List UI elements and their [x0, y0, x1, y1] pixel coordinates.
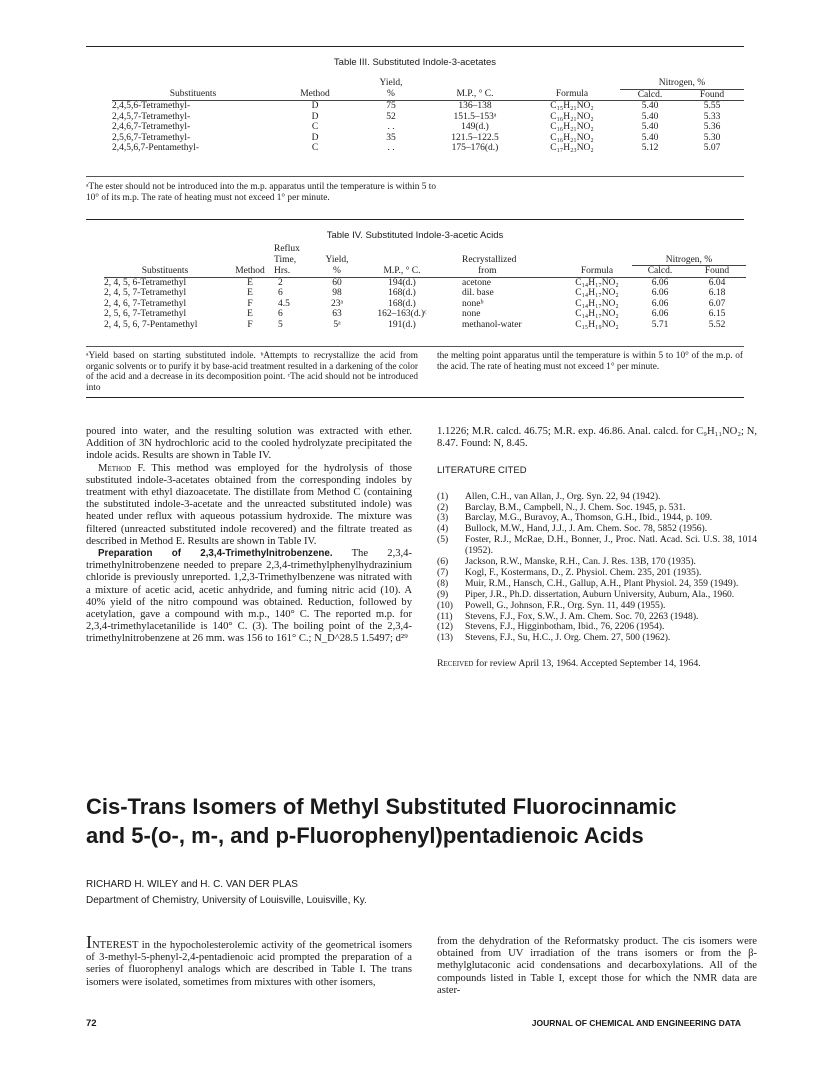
table-cell-method: F: [247, 319, 253, 330]
reference-list: [437, 492, 757, 645]
table-cell-sub: 2, 5, 6, 7-Tetramethyl: [104, 309, 187, 319]
table4-header-row3: [104, 266, 746, 278]
table4-header-time: Time,: [274, 254, 297, 265]
received-line: [437, 658, 757, 670]
table-cell-found: 6.04: [708, 277, 726, 288]
table-cell-from: acetone: [462, 277, 492, 288]
table-cell-found: 5.52: [708, 319, 726, 330]
reference-text: Barclay, M.G., Buravoy, A., Thomson, G.H., Ibid., 1944, p. 109.: [465, 512, 713, 524]
table4-header-yield-unit: %: [333, 265, 341, 276]
intro-left: [86, 932, 412, 989]
table-cell-sub: 2, 4, 5, 6-Tetramethyl: [104, 277, 187, 288]
table-cell-calcd: 6.06: [651, 309, 669, 319]
table3-header-row1: [112, 78, 744, 89]
reference-text: Jackson, R.W., Manske, R.H., Can. J. Res. 13B, 170 (1935).: [465, 556, 696, 568]
reference-text: Muir, R.M., Hansch, C.H., Gallup, A.H., Plant Physiol. 24, 359 (1949).: [465, 577, 739, 589]
table-cell-calcd: 6.06: [651, 298, 669, 309]
table4-header-nitrogen: Nitrogen, %: [632, 255, 746, 266]
reference-number: (10): [437, 599, 453, 611]
table-cell-found: 5.33: [703, 111, 721, 122]
table-row: [112, 122, 744, 133]
method-f-text: This method was employed for the hydrolysis of those substituted indole-3-acetates obtained from the corresponding indoles by treatment with ethyl diazoacetate. The distillate from Method C (containing the substituted indole-3-acetate and the unreacted substituted indole) was heated under reflux with aqueous potassium hydroxide. The mixture was filtered (unreacted substituted indole recovered) and the filtrate treated as described in Method E. Results are shown in Table IV.: [86, 462, 412, 547]
reference-number: (7): [437, 566, 449, 578]
reference-number: (8): [437, 577, 449, 589]
reference-number: (13): [437, 632, 453, 644]
table3-header-row2: [112, 89, 744, 101]
table-cell-mp: 149(d.): [461, 122, 489, 132]
table-row: [104, 309, 746, 320]
intro-dropcap: I: [86, 932, 92, 952]
table4-header-substituents: Substituents: [141, 265, 189, 276]
reference-number: (9): [437, 588, 449, 600]
table3-header-mp: M.P., ° C.: [456, 89, 494, 100]
table-cell-calcd: 5.40: [641, 122, 659, 132]
table-cell-formula: C₁₅H₂₁NO₂: [550, 101, 594, 111]
reference-number: (1): [437, 490, 449, 502]
table-cell-sub: 2,4,5,6-Tetramethyl-: [112, 101, 191, 111]
table-row: [112, 112, 744, 123]
reference-text: Bullock, M.W., Hand, J.J., J. Am. Chem. Soc. 78, 5852 (1956).: [465, 523, 708, 535]
table-cell-formula: C₁₅H₁₉NO₂: [575, 319, 619, 330]
reference-text: Powell, G., Johnson, F.R., Org. Syn. 11, 449 (1955).: [465, 599, 666, 611]
reference-number: (4): [437, 523, 449, 535]
table-cell-mp: 162–163(d.)ᶜ: [377, 309, 427, 319]
table-cell-sub: 2, 4, 5, 7-Tetramethyl: [104, 288, 187, 298]
reference-number: (12): [437, 621, 453, 633]
table-cell-calcd: 5.40: [641, 111, 659, 122]
page-number: 72: [86, 1018, 97, 1029]
intro-right: [437, 936, 757, 997]
reference-number: (5): [437, 534, 449, 546]
table-cell-found: 6.18: [708, 288, 726, 298]
table4-caption: Table IV. Substituted Indole-3-acetic Acids: [326, 230, 504, 241]
table3-bottom-rule: [86, 176, 744, 177]
table-cell-method: E: [247, 309, 253, 319]
reference-number: (3): [437, 512, 449, 524]
table3-header-calcd: Calcd.: [637, 89, 663, 100]
table-cell-yield: 35: [386, 132, 396, 143]
table-row: [104, 320, 746, 331]
table-cell-found: 5.55: [703, 101, 721, 111]
table-cell-found: 6.15: [708, 309, 726, 319]
reference-text: Barclay, B.M., Campbell, N., J. Chem. Soc. 1945, p. 531.: [465, 501, 686, 513]
table-cell-method: C: [311, 143, 319, 153]
table-cell-yield: 75: [386, 101, 396, 111]
reference-item: [437, 535, 757, 557]
table-cell-sub: 2,4,5,6,7-Pentamethyl-: [112, 143, 200, 153]
table-row: [112, 101, 744, 112]
table3-header-method: Method: [300, 89, 330, 100]
table3-header-yield: Yield,: [379, 78, 403, 89]
table-cell-formula: C₁₆H₂₁NO₂: [550, 132, 594, 143]
table-cell-yield: . .: [387, 122, 395, 132]
table-cell-mp: 191(d.): [388, 319, 416, 330]
table-cell-formula: C₁₇H₂₃NO₂: [550, 143, 594, 153]
table-cell-time: 6: [278, 288, 283, 298]
table-cell-formula: C₁₄H₁₇NO₂: [575, 277, 619, 288]
table-cell-method: E: [247, 288, 253, 298]
table-cell-found: 5.30: [703, 132, 721, 143]
table4-bottom-rule: [86, 346, 744, 347]
table-cell-mp: 121.5–122.5: [451, 132, 499, 143]
table3-caption: Table III. Substituted Indole-3-acetates: [333, 57, 497, 68]
table3-top-rule: [86, 46, 744, 47]
table-cell-formula: C₁₄H₁₇NO₂: [575, 309, 619, 319]
table-cell-yield: 52: [386, 111, 396, 122]
journal-name: JOURNAL OF CHEMICAL AND ENGINEERING DATA: [531, 1018, 741, 1028]
reference-text: Stevens, F.J., Fox, S.W., J. Am. Chem. Soc. 70, 2263 (1948).: [465, 610, 699, 622]
body-right-column: [437, 426, 757, 671]
table-cell-sub: 2,5,6,7-Tetramethyl-: [112, 132, 191, 143]
table-cell-formula: C₁₆H₂₁NO₂: [550, 122, 594, 132]
table-cell-calcd: 6.06: [651, 277, 669, 288]
table-cell-time: 2: [278, 277, 283, 288]
table3: [112, 78, 744, 154]
table-cell-method: E: [247, 277, 253, 288]
table4-header-yield: Yield,: [325, 254, 349, 265]
table-cell-mp: 136–138: [458, 101, 492, 111]
body-left-p1: poured into water, and the resulting solution was extracted with ether. Addition of 3N hydrochloric acid to the cooled hydrolyzate precipitated the indole acids. Results are shown in Table IV.: [86, 426, 412, 462]
table-cell-method: F: [247, 298, 253, 309]
table-cell-yield: 23ᵃ: [330, 298, 344, 309]
table-row: [112, 133, 744, 144]
table-cell-sub: 2,4,6,7-Tetramethyl-: [112, 122, 191, 132]
table-cell-yield: . .: [387, 143, 395, 153]
preparation-heading: Preparation of 2,3,4-Trimethylnitrobenzene.: [98, 548, 333, 560]
table-cell-formula: C₁₄H₁₇NO₂: [575, 288, 619, 298]
table-cell-found: 5.36: [703, 122, 721, 132]
reference-number: (6): [437, 556, 449, 568]
method-f-lead: Method F.: [98, 462, 146, 474]
table-cell-yield: 5ᵃ: [333, 319, 341, 330]
table-cell-method: D: [311, 132, 319, 143]
table-cell-method: D: [311, 111, 319, 122]
table-row: [112, 143, 744, 154]
table-cell-from: none: [462, 309, 481, 319]
reference-text: Stevens, F.J., Su, H.C., J. Org. Chem. 27, 500 (1962).: [465, 632, 671, 644]
table-cell-time: 6: [278, 309, 283, 319]
table4-header-hrs: Hrs.: [274, 265, 291, 276]
reference-item: [437, 601, 757, 612]
table-cell-yield: 98: [332, 288, 342, 298]
tables-end-rule: [86, 397, 744, 398]
table-cell-method: D: [311, 101, 319, 111]
table-cell-calcd: 5.40: [641, 101, 659, 111]
table-cell-mp: 151.5–153ᵃ: [453, 111, 497, 122]
intro-left-text: NTEREST in the hypocholesterolemic activity of the geometrical isomers of 3-methyl-5-phenyl-2,4-pentadienoic acid prompted the preparation of a series of fluorophenyl analogs which are described in Table I. The trans isomers were isolated, sometimes from mixtures with other isomers,: [86, 940, 412, 988]
table-cell-calcd: 5.71: [651, 319, 669, 330]
table-cell-time: 5: [278, 319, 283, 330]
table4-footnote-left: ᵃYield based on starting substituted indole. ᵇAttempts to recrystallize the acid from organic solvents or to purify it by base-acid treatment resulted in a darkening of the color of the acid and a decrease in its decomposition point. ᶜThe acid should not be introduced into: [86, 351, 418, 393]
table-cell-calcd: 6.06: [651, 288, 669, 298]
table-cell-sub: 2, 4, 6, 7-Tetramethyl: [104, 298, 187, 309]
reference-text: Piper, J.R., Ph.D. dissertation, Auburn University, Auburn, Ala., 1960.: [465, 588, 735, 600]
table-cell-yield: 63: [332, 309, 342, 319]
body-left-column: [86, 426, 412, 646]
table-row: [104, 288, 746, 299]
reference-text: Allen, C.H., van Allan, J., Org. Syn. 22, 94 (1942).: [465, 490, 661, 502]
table4-header-formula: Formula: [580, 265, 614, 276]
table3-header-nitrogen: Nitrogen, %: [620, 78, 744, 89]
table-cell-mp: 168(d.): [388, 298, 416, 309]
table4-header-reflux: Reflux: [274, 244, 300, 254]
table3-footnote: ᵃThe ester should not be introduced into the m.p. apparatus until the temperature is within 5 to 10° of its m.p. The rate of heating must not exceed 1° per minute.: [86, 182, 436, 203]
table4-footnote-right: the melting point apparatus until the temperature is within 5 to 10° of the m.p. of the acid. The rate of heating must not exceed 1° per minute.: [437, 351, 743, 372]
body-left-p3: [86, 548, 412, 646]
table-cell-formula: C₁₆H₂₁NO₂: [550, 111, 594, 122]
table-cell-from: methanol-water: [462, 319, 522, 330]
table-cell-found: 5.07: [703, 143, 721, 153]
reference-text: Foster, R.J., McRae, D.H., Bonner, J., Proc. Natl. Acad. Sci. U.S. 38, 1014 (1952).: [465, 534, 757, 557]
table4-header-recrystallized: Recrystallized: [462, 254, 517, 265]
reference-item: [437, 633, 757, 644]
reference-number: (11): [437, 610, 453, 622]
table-cell-calcd: 5.40: [641, 132, 659, 143]
article-title-line1: Cis-Trans Isomers of Methyl Substituted Fluorocinnamic: [86, 794, 677, 819]
article-authors: RICHARD H. WILEY and H. C. VAN DER PLAS: [86, 879, 298, 890]
table4-header-row1: [104, 244, 746, 255]
table3-header-substituents: Substituents: [169, 89, 217, 100]
table-cell-yield: 60: [332, 277, 342, 288]
body-right-p1: 1.1226; M.R. calcd. 46.75; M.R. exp. 46.86. Anal. calcd. for C₉H₁₁NO₂; N, 8.47. Found: N, 8.45.: [437, 426, 757, 450]
intro-right-text: from the dehydration of the Reformatsky product. The cis isomers were obtained from UV irradiation of the trans isomers or from the β-methylglutaconic acid condensations and decarboxylations. All of the compounds listed in Table I, except those for which the NMR data are aster-: [437, 936, 757, 996]
table-cell-mp: 175–176(d.): [451, 143, 499, 153]
table-cell-mp: 168(d.): [388, 288, 416, 298]
table4-header-mp: M.P., ° C.: [383, 265, 421, 276]
table-row: [104, 299, 746, 310]
table3-header-yield-unit: %: [387, 89, 395, 100]
reference-number: (2): [437, 501, 449, 513]
table4: [104, 244, 746, 330]
table-cell-from: noneᵇ: [462, 298, 484, 309]
article-title-line2: and 5-(o-, m-, and p-Fluorophenyl)pentadienoic Acids: [86, 823, 644, 848]
table4-header-method: Method: [235, 265, 265, 276]
table3-header-formula: Formula: [555, 89, 589, 100]
article-title: [86, 792, 766, 850]
table4-top-rule: [86, 219, 744, 220]
table-cell-time: 4.5: [278, 298, 290, 309]
article-affiliation: Department of Chemistry, University of Louisville, Louisville, Ky.: [86, 895, 367, 906]
table-cell-calcd: 5.12: [641, 143, 659, 153]
table-cell-from: dil. base: [462, 288, 494, 298]
table-cell-method: C: [311, 122, 319, 132]
received-lead: Received: [437, 658, 474, 670]
reference-text: Kogl, F., Kostermans, D., Z. Physiol. Chem. 235, 201 (1935).: [465, 566, 702, 578]
reference-item: [437, 492, 757, 503]
table4-header-row2: [104, 255, 746, 266]
preparation-text: The 2,3,4-trimethylnitrobenzene needed to prepare 2,3,4-trimethylphenylhydrazinium chloride is previously unreported. 1,2,3-Trimethylbenzene was nitrated with a mixture of acetic acid, acetic anhydride, and fuming nitric acid (10). A 40% yield of the nitro compound was obtained. Reduction, followed by acetylation, gave a compound with m.p., 140° C. The reported m.p. for 2,3,4-trimethylacetanilide is 140° C. (3). The boiling point of the 2,3,4-trimethylnitrobenzene at 26 mm. was 156 to 161° C.; N_D^28.5 1.5497; d²⁹: [86, 548, 412, 645]
body-left-p2: [86, 463, 412, 548]
reference-text: Stevens, F.J., Higginbotham, Ibid., 76, 2206 (1954).: [465, 621, 665, 633]
table4-header-found: Found: [704, 266, 730, 276]
table4-header-calcd: Calcd.: [647, 266, 673, 276]
table-cell-found: 6.07: [708, 298, 726, 309]
table-cell-sub: 2,4,5,7-Tetramethyl-: [112, 111, 191, 122]
table-row: [104, 277, 746, 288]
table3-header-found: Found: [699, 89, 725, 100]
table-cell-sub: 2, 4, 5, 6, 7-Pentamethyl: [104, 319, 198, 330]
table-cell-formula: C₁₄H₁₇NO₂: [575, 298, 619, 309]
received-text: for review April 13, 1964. Accepted September 14, 1964.: [473, 658, 701, 670]
literature-cited-heading: LITERATURE CITED: [437, 465, 527, 477]
table-cell-mp: 194(d.): [388, 277, 416, 288]
table4-header-from: from: [478, 265, 497, 276]
